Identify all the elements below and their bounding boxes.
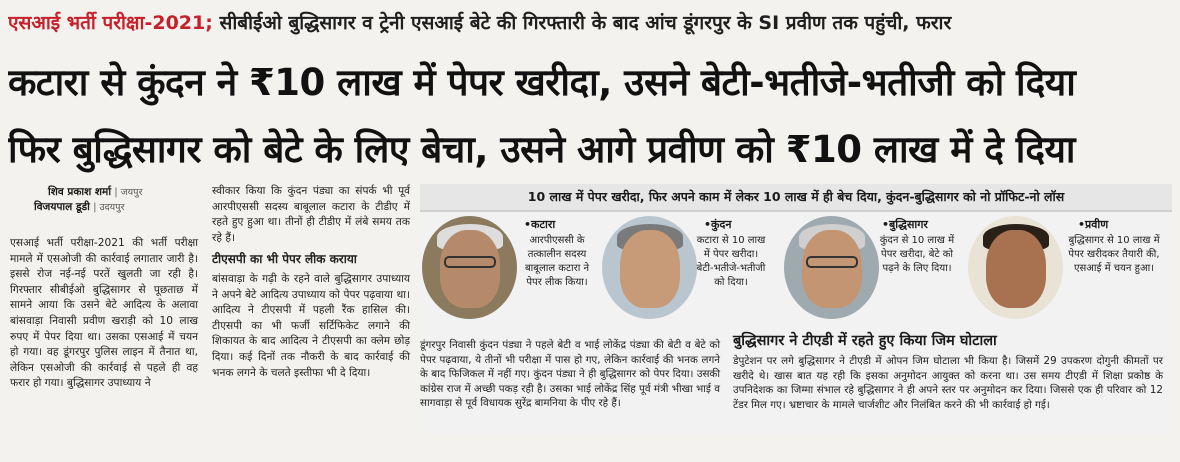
author-2-city: | उदयपुर [93, 202, 125, 213]
headline-line-1: कटारा से कुंदन ने ₹10 लाख में पेपर खरीदा, उसने बेटी-भतीजे-भतीजी को दिया [8, 61, 1076, 104]
info-box [420, 184, 1172, 434]
photo-praveen [968, 216, 1063, 319]
photo-buddhisagar [784, 216, 879, 319]
column-1: एसआई भर्ती परीक्षा-2021 की भर्ती परीक्षा मामले में एसओजी की कार्रवाई लगातार जारी है। इससे रोज नई-नई परतें खुलती जा रही है। गिरफ्तार सीबीईओ बुद्धिसागर से पूछताछ में सामने आया कि उसने बेटे आदित्य के अलावा बांसवाड़ा निवासी प्रवीण खराड़ी को 10 लाख रुपए में पेपर दिया था। उसका एसआई में चयन हो गया। वह डूंगरपुर पुलिस लाइन में तैनात था, लेकिन एसओजी की कार्रवाई से पहले ही वह फरार हो गया। बुद्धिसागर उपाध्याय ने [10, 237, 198, 390]
person-desc-buddhisagar: कुंदन से 10 लाख में पेपर खरीदा, बेटे को पढ़ने के लिए दिया। [879, 235, 955, 274]
person-name-katara: •कटारा [524, 218, 556, 231]
photo-kundan [602, 216, 697, 319]
headline-line-2: फिर बुद्धिसागर को बेटे के लिए बेचा, उसने आगे प्रवीण को ₹10 लाख में दे दिया [8, 128, 1076, 171]
person-desc-kundan: कटारा से 10 लाख में पेपर खरीदा। बेटी-भतीजे-भतीजी को दिया। [696, 235, 766, 288]
kicker-topic: एसआई भर्ती परीक्षा-2021; [8, 12, 213, 34]
author-1-city: | जयपुर [114, 187, 143, 198]
box-title: 10 लाख में पेपर खरीदा, फिर अपने काम में लेकर 10 लाख में ही बेच दिया, कुंदन-बुद्धिसागर को नो प्रॉफिट-नो लॉस [420, 184, 1172, 212]
box-paragraph-1: डूंगरपुर निवासी कुंदन पंड्या ने पहले बेटी व भाई लोकेंद्र पंड्या की बेटी व बेटे को पेपर पढ़वाया, ये तीनों भी परीक्षा में पास हो गए, लेकिन कार्रवाई की भनक लगने के बाद फिजिकल में नहीं गए। कुंदन पंड्या ने ही बुद्धिसागर को पेपर दिया। उसकी कांग्रेस राज में अच्छी पकड़ रही है। उसका भाई लोकेंद्र सिंह पूर्व मंत्री भीखा भाई व सागवाड़ा से पूर्व विधायक सुरेंद्र बामनिया के पीए रहे हैं। [420, 339, 720, 410]
photo-katara [422, 216, 517, 319]
column-2-text-1: स्वीकार किया कि कुंदन पंड्या का संपर्क भी पूर्व आरपीएससी सदस्य बाबूलाल कटारा के टीडीए में रहते हुए हुआ था। तीनों ही टीडीए में लंबे समय तक रहे हैं। [212, 185, 410, 244]
column-2-text-2: बांसवाड़ा के गढ़ी के रहने वाले बुद्धिसागर उपाध्याय ने अपने बेटे आदित्य उपाध्याय को पेपर पढ़वाया था। आदित्य ने टीएसपी में पहली रैंक हासिल की। टीएसपी का भी फर्जी सर्टिफिकेट लगाने की शिकायत के बाद आदित्य ने टीएसपी का क्लेम छोड़ दिया। कई दिनों तक नौकरी के बाद कार्रवाई की भनक लगने के चलते इस्तीफा भी दे दिया। [212, 272, 410, 379]
person-name-buddhisagar: •बुद्धिसागर [882, 218, 928, 231]
byline [20, 185, 142, 215]
person-name-praveen: •प्रवीण [1078, 218, 1109, 231]
author-1: शिव प्रकाश शर्मा [48, 186, 112, 198]
person-desc-praveen: बुद्धिसागर से 10 लाख में पेपर खरीदकर तैयारी की, एसआई में चयन हुआ। [1068, 235, 1160, 274]
person-desc-katara: आरपीएससी के तत्कालीन सदस्य बाबूलाल कटारा ने पेपर लीक किया। [524, 235, 590, 288]
person-name-kundan: •कुंदन [704, 218, 732, 231]
column-2 [212, 184, 410, 381]
author-2: विजयपाल डूडी [34, 201, 90, 213]
gym-paragraph: डेपुटेशन पर लगे बुद्धिसागर ने टीएडी में ओपन जिम घोटाला भी किया है। जिसमें 29 उपकरण दोगुनी कीमतों पर खरीदे थे। खास बात यह रही कि इसका अनुमोदन आयुक्त को करना था। उस समय टीएडी में शिक्षा प्रकोष्ठ के उपनिदेशक का जिम्मा संभाल रहे बुद्धिसागर ने ही अपने स्तर पर अनुमोदन कर दिया। जिससे एक ही परिवार को 12 टेंडर मिल गए। भ्रष्टाचार के मामले चार्जशीट और निलंबित करने की भी कार्रवाई हो गई। [733, 355, 1163, 411]
kicker-line [8, 3, 1174, 43]
gym-headline: बुद्धिसागर ने टीएडी में रहते हुए किया जिम घोटाला [733, 333, 997, 349]
kicker-text: सीबीईओ बुद्धिसागर व ट्रेनी एसआई बेटे की गिरफ्तारी के बाद आंच डूंगरपुर के SI प्रवीण तक पहुंची, फरार [219, 12, 952, 34]
column-2-subhead: टीएसपी का भी पेपर लीक कराया [212, 252, 357, 267]
